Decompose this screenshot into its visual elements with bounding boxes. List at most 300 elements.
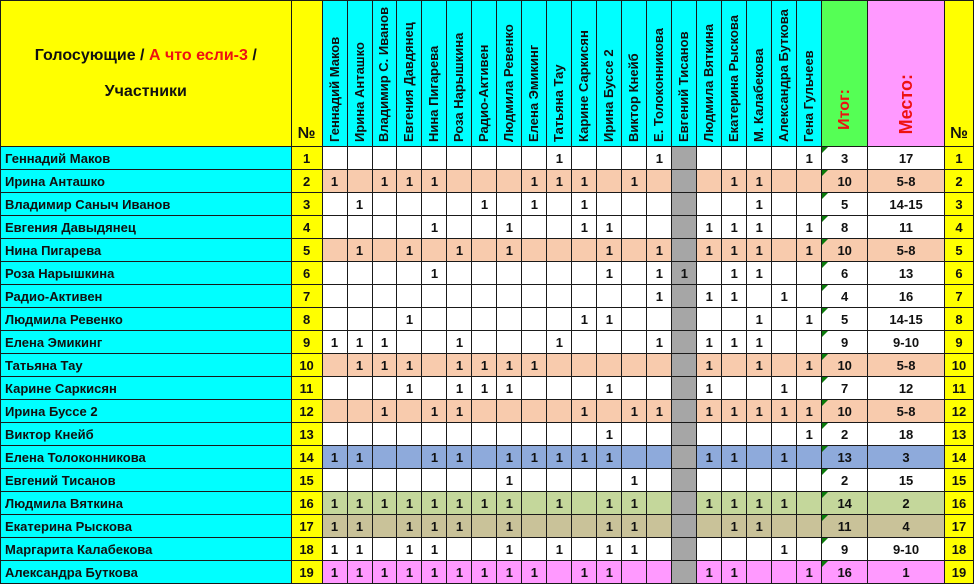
vote-cell[interactable]: 1 (322, 561, 347, 584)
vote-cell[interactable]: 1 (372, 561, 397, 584)
vote-cell[interactable]: 1 (322, 331, 347, 354)
participant-name[interactable]: Елена Толоконникова (1, 446, 292, 469)
vote-cell[interactable]: 1 (797, 423, 822, 446)
vote-cell[interactable]: 1 (397, 538, 422, 561)
vote-cell[interactable] (422, 285, 447, 308)
vote-cell[interactable] (547, 469, 572, 492)
vote-cell[interactable] (672, 561, 697, 584)
row-number-right[interactable]: 5 (944, 239, 973, 262)
vote-cell[interactable] (572, 354, 597, 377)
vote-cell[interactable] (672, 285, 697, 308)
total-cell[interactable] (822, 262, 868, 285)
vote-cell[interactable] (522, 469, 547, 492)
vote-cell[interactable] (347, 170, 372, 193)
vote-cell[interactable] (622, 285, 647, 308)
vote-cell[interactable]: 1 (772, 285, 797, 308)
vote-cell[interactable]: 1 (772, 377, 797, 400)
vote-cell[interactable] (372, 308, 397, 331)
vote-cell[interactable] (397, 446, 422, 469)
vote-cell[interactable] (672, 239, 697, 262)
place-cell[interactable]: 9-10 (868, 538, 945, 561)
vote-cell[interactable] (572, 469, 597, 492)
vote-cell[interactable]: 1 (597, 515, 622, 538)
vote-cell[interactable]: 1 (672, 262, 697, 285)
vote-cell[interactable] (347, 308, 372, 331)
vote-cell[interactable] (797, 377, 822, 400)
vote-cell[interactable]: 1 (422, 515, 447, 538)
row-number-right[interactable]: 6 (944, 262, 973, 285)
row-number-right[interactable]: 16 (944, 492, 973, 515)
vote-cell[interactable] (622, 308, 647, 331)
vote-cell[interactable] (672, 147, 697, 170)
vote-cell[interactable] (347, 423, 372, 446)
vote-cell[interactable] (722, 377, 747, 400)
vote-cell[interactable] (522, 216, 547, 239)
vote-cell[interactable] (647, 538, 672, 561)
vote-cell[interactable]: 1 (547, 147, 572, 170)
place-cell[interactable]: 14-15 (868, 193, 945, 216)
vote-cell[interactable]: 1 (722, 331, 747, 354)
vote-cell[interactable]: 1 (447, 239, 472, 262)
row-number[interactable]: 19 (291, 561, 322, 584)
vote-cell[interactable]: 1 (622, 469, 647, 492)
place-cell[interactable]: 15 (868, 469, 945, 492)
vote-cell[interactable]: 1 (647, 400, 672, 423)
vote-cell[interactable] (772, 308, 797, 331)
vote-cell[interactable] (322, 377, 347, 400)
vote-cell[interactable] (647, 492, 672, 515)
vote-cell[interactable] (547, 262, 572, 285)
place-cell[interactable]: 5-8 (868, 400, 945, 423)
vote-cell[interactable]: 1 (347, 538, 372, 561)
place-cell[interactable]: 3 (868, 446, 945, 469)
vote-cell[interactable] (622, 239, 647, 262)
vote-cell[interactable] (697, 262, 722, 285)
vote-cell[interactable]: 1 (772, 446, 797, 469)
vote-cell[interactable]: 1 (347, 446, 372, 469)
row-number-right[interactable]: 1 (944, 147, 973, 170)
vote-cell[interactable] (622, 147, 647, 170)
participant-name[interactable]: Карине Саркисян (1, 377, 292, 400)
vote-cell[interactable] (497, 423, 522, 446)
vote-cell[interactable]: 1 (722, 400, 747, 423)
participant-name[interactable]: Владимир Саныч Иванов (1, 193, 292, 216)
vote-cell[interactable] (322, 239, 347, 262)
vote-cell[interactable] (797, 170, 822, 193)
participant-name[interactable]: Нина Пигарева (1, 239, 292, 262)
vote-cell[interactable]: 1 (622, 170, 647, 193)
vote-cell[interactable] (572, 538, 597, 561)
place-cell[interactable]: 17 (868, 147, 945, 170)
vote-cell[interactable] (647, 515, 672, 538)
vote-cell[interactable] (747, 561, 772, 584)
vote-cell[interactable] (572, 331, 597, 354)
participant-name[interactable]: Геннадий Маков (1, 147, 292, 170)
vote-cell[interactable] (422, 354, 447, 377)
vote-cell[interactable] (772, 423, 797, 446)
vote-cell[interactable] (797, 469, 822, 492)
vote-cell[interactable]: 1 (697, 446, 722, 469)
vote-cell[interactable] (522, 285, 547, 308)
vote-cell[interactable]: 1 (447, 400, 472, 423)
vote-cell[interactable] (447, 193, 472, 216)
vote-cell[interactable] (497, 193, 522, 216)
total-cell[interactable] (822, 354, 868, 377)
vote-cell[interactable] (322, 400, 347, 423)
row-number[interactable]: 13 (291, 423, 322, 446)
vote-cell[interactable] (347, 262, 372, 285)
vote-cell[interactable] (497, 285, 522, 308)
vote-cell[interactable] (447, 285, 472, 308)
vote-cell[interactable] (697, 538, 722, 561)
vote-cell[interactable]: 1 (397, 170, 422, 193)
vote-cell[interactable]: 1 (422, 561, 447, 584)
total-cell[interactable] (822, 193, 868, 216)
vote-cell[interactable] (422, 331, 447, 354)
row-number[interactable]: 11 (291, 377, 322, 400)
participant-name[interactable]: Екатерина Рыскова (1, 515, 292, 538)
vote-cell[interactable]: 1 (697, 377, 722, 400)
vote-cell[interactable]: 1 (347, 492, 372, 515)
vote-cell[interactable]: 1 (722, 170, 747, 193)
vote-cell[interactable] (547, 423, 572, 446)
vote-cell[interactable]: 1 (372, 492, 397, 515)
vote-cell[interactable] (722, 147, 747, 170)
vote-cell[interactable] (647, 469, 672, 492)
vote-cell[interactable] (322, 193, 347, 216)
vote-cell[interactable]: 1 (697, 354, 722, 377)
vote-cell[interactable]: 1 (747, 515, 772, 538)
vote-cell[interactable] (372, 147, 397, 170)
vote-cell[interactable] (547, 216, 572, 239)
vote-cell[interactable]: 1 (347, 331, 372, 354)
vote-cell[interactable]: 1 (722, 216, 747, 239)
row-number[interactable]: 3 (291, 193, 322, 216)
vote-cell[interactable] (522, 308, 547, 331)
participant-name[interactable]: Маргарита Калабекова (1, 538, 292, 561)
participant-name[interactable]: Ирина Анташко (1, 170, 292, 193)
total-cell[interactable] (822, 469, 868, 492)
vote-cell[interactable] (647, 446, 672, 469)
vote-cell[interactable]: 1 (597, 492, 622, 515)
vote-cell[interactable] (547, 354, 572, 377)
vote-cell[interactable] (347, 285, 372, 308)
vote-cell[interactable] (372, 285, 397, 308)
place-cell[interactable]: 13 (868, 262, 945, 285)
vote-cell[interactable] (797, 515, 822, 538)
vote-cell[interactable] (522, 147, 547, 170)
vote-cell[interactable] (722, 423, 747, 446)
row-number-right[interactable]: 17 (944, 515, 973, 538)
vote-cell[interactable] (572, 262, 597, 285)
vote-cell[interactable]: 1 (597, 216, 622, 239)
place-cell[interactable]: 12 (868, 377, 945, 400)
vote-cell[interactable]: 1 (572, 561, 597, 584)
row-number-right[interactable]: 18 (944, 538, 973, 561)
vote-cell[interactable] (497, 400, 522, 423)
vote-cell[interactable]: 1 (497, 377, 522, 400)
vote-cell[interactable] (647, 308, 672, 331)
vote-cell[interactable] (472, 446, 497, 469)
vote-cell[interactable] (372, 216, 397, 239)
vote-cell[interactable] (672, 216, 697, 239)
vote-cell[interactable] (672, 170, 697, 193)
vote-cell[interactable]: 1 (697, 216, 722, 239)
row-number-right[interactable]: 8 (944, 308, 973, 331)
total-cell[interactable] (822, 216, 868, 239)
vote-cell[interactable]: 1 (322, 515, 347, 538)
place-cell[interactable]: 18 (868, 423, 945, 446)
vote-cell[interactable]: 1 (597, 423, 622, 446)
vote-cell[interactable]: 1 (747, 308, 772, 331)
vote-cell[interactable]: 1 (747, 354, 772, 377)
vote-cell[interactable]: 1 (722, 446, 747, 469)
vote-cell[interactable] (522, 423, 547, 446)
vote-cell[interactable]: 1 (597, 239, 622, 262)
vote-cell[interactable] (372, 262, 397, 285)
vote-cell[interactable] (722, 354, 747, 377)
vote-cell[interactable] (447, 423, 472, 446)
vote-cell[interactable]: 1 (647, 239, 672, 262)
vote-cell[interactable] (472, 285, 497, 308)
vote-cell[interactable] (322, 262, 347, 285)
row-number[interactable]: 15 (291, 469, 322, 492)
vote-cell[interactable] (697, 423, 722, 446)
total-cell[interactable] (822, 331, 868, 354)
vote-cell[interactable] (547, 561, 572, 584)
vote-cell[interactable] (772, 561, 797, 584)
vote-cell[interactable]: 1 (322, 170, 347, 193)
vote-cell[interactable]: 1 (322, 538, 347, 561)
vote-cell[interactable] (547, 193, 572, 216)
vote-cell[interactable] (472, 469, 497, 492)
vote-cell[interactable]: 1 (597, 377, 622, 400)
total-cell[interactable] (822, 239, 868, 262)
vote-cell[interactable] (622, 262, 647, 285)
vote-cell[interactable]: 1 (572, 400, 597, 423)
vote-cell[interactable] (522, 538, 547, 561)
vote-cell[interactable] (497, 308, 522, 331)
place-cell[interactable]: 5-8 (868, 354, 945, 377)
vote-cell[interactable]: 1 (772, 538, 797, 561)
vote-cell[interactable] (647, 193, 672, 216)
vote-cell[interactable] (472, 262, 497, 285)
vote-cell[interactable]: 1 (572, 446, 597, 469)
row-number-right[interactable]: 7 (944, 285, 973, 308)
vote-cell[interactable] (672, 331, 697, 354)
vote-cell[interactable] (322, 354, 347, 377)
vote-cell[interactable]: 1 (347, 354, 372, 377)
vote-cell[interactable] (722, 538, 747, 561)
vote-cell[interactable]: 1 (397, 354, 422, 377)
vote-cell[interactable]: 1 (472, 193, 497, 216)
vote-cell[interactable]: 1 (647, 147, 672, 170)
vote-cell[interactable]: 1 (797, 147, 822, 170)
vote-cell[interactable] (522, 377, 547, 400)
vote-cell[interactable]: 1 (547, 170, 572, 193)
vote-cell[interactable] (347, 147, 372, 170)
vote-cell[interactable]: 1 (547, 492, 572, 515)
vote-cell[interactable] (322, 308, 347, 331)
vote-cell[interactable]: 1 (797, 354, 822, 377)
vote-cell[interactable] (772, 469, 797, 492)
vote-cell[interactable]: 1 (747, 492, 772, 515)
vote-cell[interactable]: 1 (747, 216, 772, 239)
participant-name[interactable]: Роза Нарышкина (1, 262, 292, 285)
vote-cell[interactable] (797, 331, 822, 354)
vote-cell[interactable] (472, 216, 497, 239)
vote-cell[interactable]: 1 (572, 170, 597, 193)
participant-name[interactable]: Евгений Тисанов (1, 469, 292, 492)
row-number-right[interactable]: 15 (944, 469, 973, 492)
vote-cell[interactable]: 1 (422, 400, 447, 423)
vote-cell[interactable] (597, 193, 622, 216)
vote-cell[interactable] (372, 515, 397, 538)
vote-cell[interactable] (397, 423, 422, 446)
vote-cell[interactable] (597, 469, 622, 492)
vote-cell[interactable]: 1 (797, 216, 822, 239)
vote-cell[interactable] (697, 469, 722, 492)
vote-cell[interactable] (772, 515, 797, 538)
vote-cell[interactable] (472, 239, 497, 262)
vote-cell[interactable] (797, 446, 822, 469)
vote-cell[interactable] (522, 492, 547, 515)
vote-cell[interactable] (647, 170, 672, 193)
vote-cell[interactable]: 1 (322, 492, 347, 515)
vote-cell[interactable] (372, 469, 397, 492)
vote-cell[interactable] (447, 262, 472, 285)
row-number[interactable]: 1 (291, 147, 322, 170)
vote-cell[interactable] (772, 193, 797, 216)
total-cell[interactable] (822, 400, 868, 423)
vote-cell[interactable] (522, 400, 547, 423)
row-number-right[interactable]: 4 (944, 216, 973, 239)
vote-cell[interactable]: 1 (447, 331, 472, 354)
total-cell[interactable] (822, 170, 868, 193)
vote-cell[interactable]: 1 (472, 561, 497, 584)
participant-name[interactable]: Виктор Кнейб (1, 423, 292, 446)
vote-cell[interactable] (647, 423, 672, 446)
vote-cell[interactable]: 1 (597, 308, 622, 331)
vote-cell[interactable]: 1 (597, 538, 622, 561)
place-cell[interactable]: 9-10 (868, 331, 945, 354)
vote-cell[interactable]: 1 (447, 561, 472, 584)
total-cell[interactable] (822, 561, 868, 584)
vote-cell[interactable] (797, 538, 822, 561)
vote-cell[interactable]: 1 (722, 561, 747, 584)
vote-cell[interactable] (672, 423, 697, 446)
vote-cell[interactable] (797, 262, 822, 285)
vote-cell[interactable] (422, 469, 447, 492)
vote-cell[interactable] (497, 170, 522, 193)
vote-cell[interactable]: 1 (397, 492, 422, 515)
vote-cell[interactable] (397, 285, 422, 308)
vote-cell[interactable]: 1 (497, 561, 522, 584)
vote-cell[interactable]: 1 (497, 538, 522, 561)
vote-cell[interactable] (447, 216, 472, 239)
total-cell[interactable] (822, 446, 868, 469)
vote-cell[interactable] (572, 377, 597, 400)
vote-cell[interactable]: 1 (797, 239, 822, 262)
vote-cell[interactable] (672, 377, 697, 400)
vote-cell[interactable] (597, 400, 622, 423)
vote-cell[interactable]: 1 (522, 561, 547, 584)
total-cell[interactable] (822, 515, 868, 538)
vote-cell[interactable]: 1 (397, 515, 422, 538)
vote-cell[interactable]: 1 (797, 308, 822, 331)
vote-cell[interactable] (547, 377, 572, 400)
vote-cell[interactable] (772, 170, 797, 193)
vote-cell[interactable] (397, 216, 422, 239)
vote-cell[interactable]: 1 (522, 193, 547, 216)
vote-cell[interactable]: 1 (697, 285, 722, 308)
vote-cell[interactable]: 1 (572, 308, 597, 331)
vote-cell[interactable] (697, 515, 722, 538)
vote-cell[interactable]: 1 (597, 262, 622, 285)
vote-cell[interactable] (447, 469, 472, 492)
vote-cell[interactable] (397, 262, 422, 285)
vote-cell[interactable] (472, 400, 497, 423)
vote-cell[interactable] (572, 239, 597, 262)
row-number[interactable]: 12 (291, 400, 322, 423)
place-cell[interactable]: 5-8 (868, 170, 945, 193)
vote-cell[interactable]: 1 (547, 538, 572, 561)
vote-cell[interactable] (347, 469, 372, 492)
vote-cell[interactable]: 1 (747, 239, 772, 262)
vote-cell[interactable]: 1 (747, 400, 772, 423)
vote-cell[interactable] (372, 538, 397, 561)
participant-name[interactable]: Евгения Давыдянец (1, 216, 292, 239)
row-number-right[interactable]: 2 (944, 170, 973, 193)
vote-cell[interactable] (372, 446, 397, 469)
vote-cell[interactable] (497, 147, 522, 170)
vote-cell[interactable] (722, 469, 747, 492)
vote-cell[interactable] (797, 285, 822, 308)
vote-cell[interactable] (572, 147, 597, 170)
vote-cell[interactable] (622, 561, 647, 584)
vote-cell[interactable] (572, 492, 597, 515)
vote-cell[interactable] (322, 423, 347, 446)
vote-cell[interactable]: 1 (497, 354, 522, 377)
vote-cell[interactable]: 1 (372, 170, 397, 193)
vote-cell[interactable]: 1 (697, 400, 722, 423)
vote-cell[interactable]: 1 (697, 561, 722, 584)
row-number[interactable]: 7 (291, 285, 322, 308)
row-number-right[interactable]: 13 (944, 423, 973, 446)
vote-cell[interactable] (772, 239, 797, 262)
vote-cell[interactable] (572, 515, 597, 538)
vote-cell[interactable]: 1 (472, 492, 497, 515)
total-cell[interactable] (822, 492, 868, 515)
vote-cell[interactable] (747, 469, 772, 492)
vote-cell[interactable]: 1 (522, 170, 547, 193)
place-cell[interactable]: 1 (868, 561, 945, 584)
vote-cell[interactable]: 1 (322, 446, 347, 469)
participant-name[interactable]: Радио-Активен (1, 285, 292, 308)
vote-cell[interactable]: 1 (722, 239, 747, 262)
vote-cell[interactable]: 1 (772, 492, 797, 515)
vote-cell[interactable]: 1 (422, 216, 447, 239)
row-number[interactable]: 4 (291, 216, 322, 239)
total-cell[interactable] (822, 147, 868, 170)
participant-name[interactable]: Ирина Буссе 2 (1, 400, 292, 423)
row-number[interactable]: 18 (291, 538, 322, 561)
vote-cell[interactable] (422, 147, 447, 170)
vote-cell[interactable]: 1 (722, 492, 747, 515)
vote-cell[interactable] (472, 331, 497, 354)
vote-cell[interactable] (472, 170, 497, 193)
vote-cell[interactable] (797, 492, 822, 515)
